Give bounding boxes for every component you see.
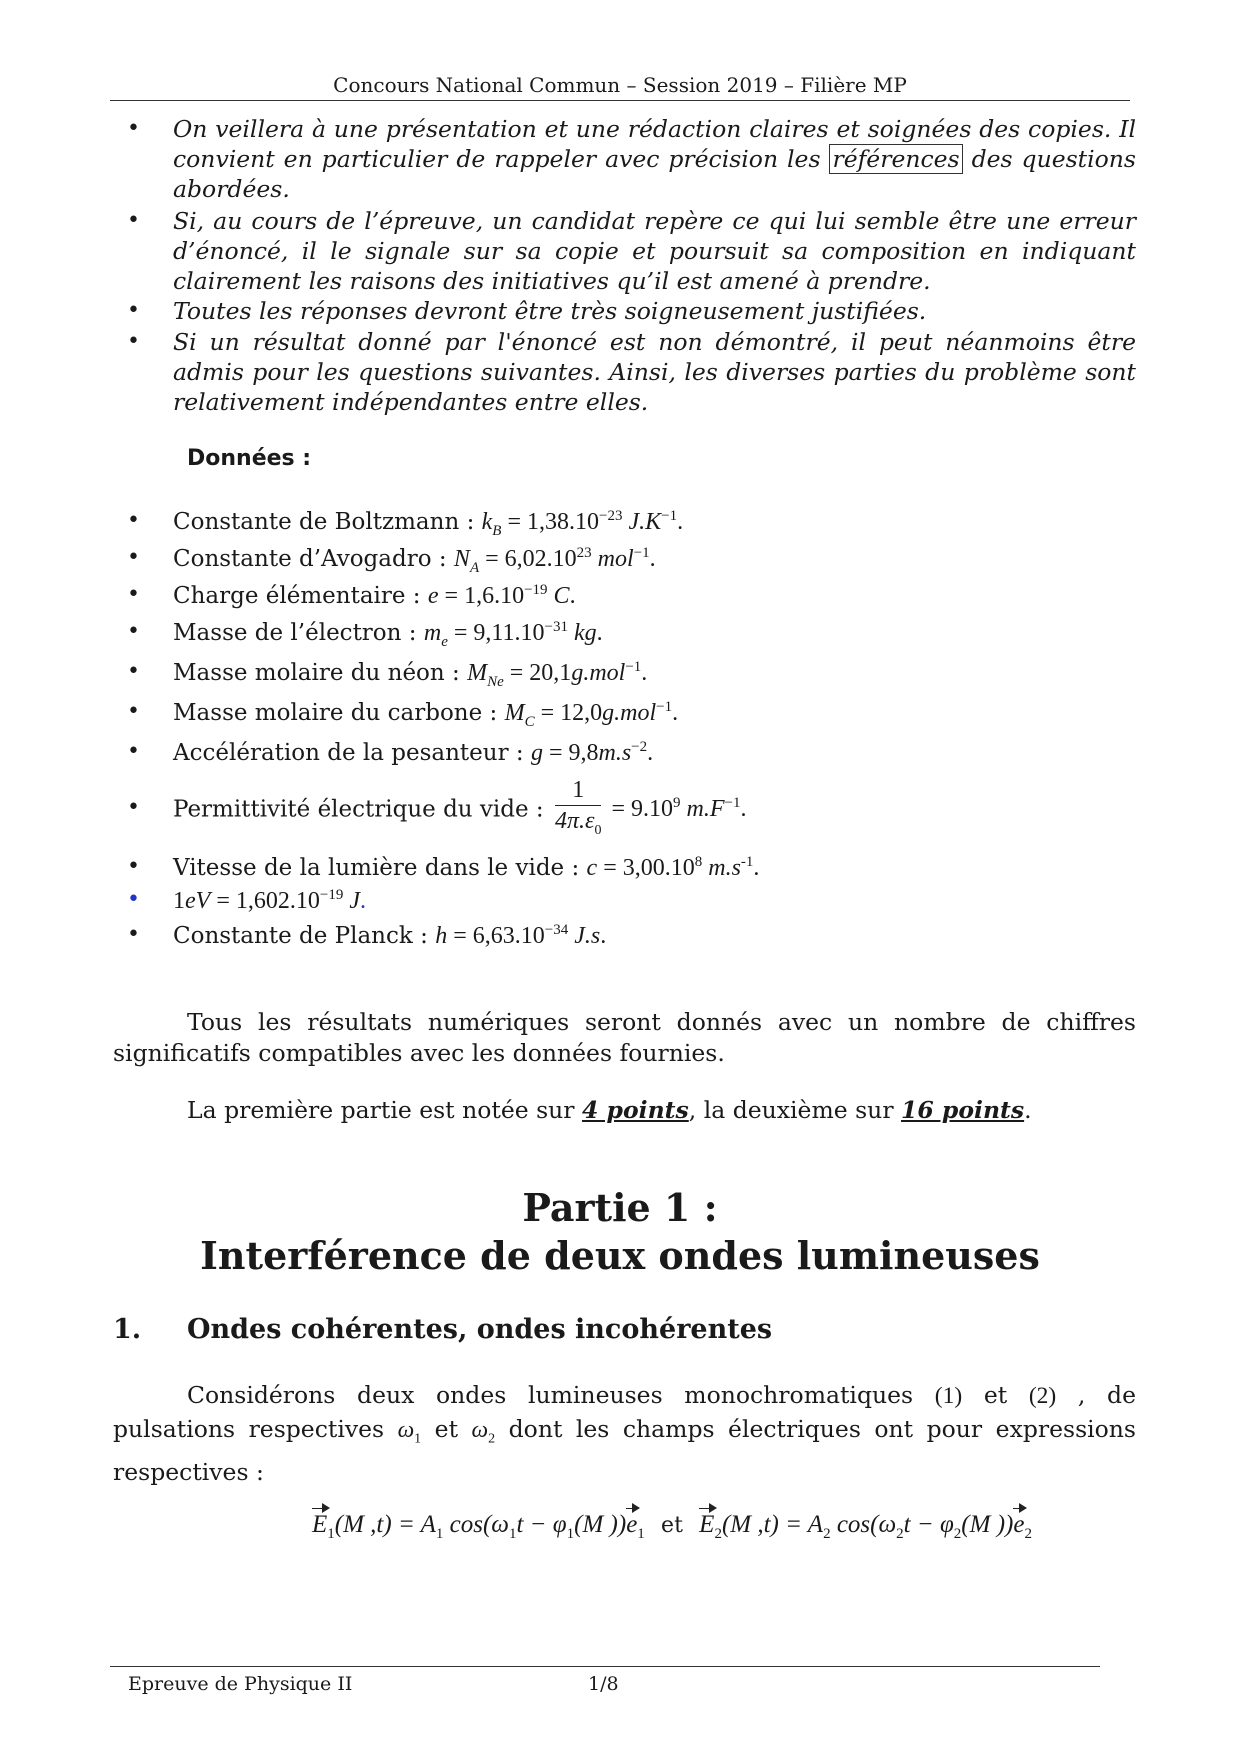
rule-3-text: Toutes les réponses devront être très soigneusement justifiées. (173, 297, 927, 325)
points-text: La première partie est notée sur (187, 1096, 583, 1124)
header-rule (110, 100, 1130, 101)
unit: mol (591, 546, 634, 572)
points-part2: 16 points (901, 1096, 1025, 1124)
const-label: Constante d’Avogadro : (173, 546, 447, 572)
bullet: • (127, 854, 140, 879)
body-text: et (421, 1415, 472, 1443)
exp: −31 (544, 619, 568, 635)
unit: J.K (622, 509, 662, 535)
section-title: Ondes cohérentes, ondes incohérentes (187, 1314, 773, 1345)
points-part1: 4 points (582, 1096, 689, 1124)
omega-2: ω (471, 1417, 489, 1443)
bullet: • (127, 887, 140, 912)
const-electron-mass (127, 619, 603, 651)
points-end: . (1024, 1096, 1032, 1124)
end: . (647, 740, 654, 766)
end: . (672, 700, 679, 726)
unit: kg (567, 620, 597, 646)
pre: 1 (173, 888, 185, 914)
sym: h (435, 923, 448, 949)
rule-1-text-end: des questions abordées. (173, 145, 1136, 203)
uexp: −1 (633, 545, 650, 561)
val: = 6,63.10 (447, 923, 545, 949)
unit: C (547, 583, 570, 609)
eq-et: et (661, 1513, 683, 1538)
val: = 1,6.10 (438, 583, 525, 609)
sub: A (469, 559, 480, 576)
const-label: Masse molaire du carbone : (173, 700, 498, 726)
sub: C (524, 713, 535, 730)
end: . (649, 546, 656, 572)
sub: 2 (714, 1526, 722, 1542)
bullet: • (127, 739, 140, 764)
sub: Ne (487, 673, 504, 690)
bullet: • (127, 545, 140, 570)
end: . (641, 660, 648, 686)
rule-4-text: Si un résultat donné par l'énoncé est non démontré, il peut néanmoins être admis pour les questions suivantes. Ainsi, les diverses parties du problème sont relativement indépendantes entre elles. (173, 328, 1136, 416)
eq-part: t − φ (903, 1511, 954, 1538)
end: . (740, 796, 747, 823)
exp: −19 (524, 582, 548, 598)
uexp: −1 (625, 659, 642, 675)
const-planck (127, 922, 607, 950)
fraction (555, 775, 601, 846)
page-header: Concours National Commun – Session 2019 – Filière MP (333, 73, 907, 97)
const-neon (127, 659, 648, 691)
const-label: Permittivité électrique du vide : (173, 796, 544, 823)
const-ev (127, 887, 366, 915)
eq-part: cos(ω (830, 1511, 897, 1538)
const-label: Accélération de la pesanteur : (173, 740, 524, 766)
end: . (753, 855, 760, 881)
val: = 9,11.10 (447, 620, 545, 646)
vector-e2: e (1013, 1511, 1025, 1538)
page-number: 1/8 (588, 1673, 619, 1695)
bullet: • (127, 329, 140, 354)
equation-fields (312, 1511, 1032, 1543)
eq-part: t − φ (516, 1511, 567, 1538)
paragraph-points (113, 1095, 1136, 1126)
sub: 2 (896, 1526, 904, 1542)
val: = 6,02.10 (479, 546, 577, 572)
rule-1-text: On veillera à une présentation et une rédaction claires et soignées des copies. Il convient en particulier de rappeler avec précision les (173, 115, 1136, 173)
bullet: • (127, 298, 140, 323)
sym: g (530, 740, 543, 766)
wave-2: (2) (1028, 1383, 1057, 1409)
const-label: Constante de Planck : (173, 923, 428, 949)
uexp: −1 (656, 699, 673, 715)
eq-part: (M ,t) = A (721, 1511, 824, 1538)
sub: 2 (823, 1526, 831, 1542)
sym: N (453, 546, 470, 572)
bullet: • (127, 116, 140, 141)
exp: 9 (673, 795, 681, 812)
sub: 1 (327, 1526, 335, 1542)
omega-1: ω (397, 1417, 415, 1443)
const-label: Masse de l’électron : (173, 620, 417, 646)
sub: 1 (508, 1526, 517, 1542)
val: = 1,602.10 (210, 888, 320, 914)
rule-2 (127, 206, 1136, 296)
bullet: • (127, 699, 140, 724)
const-label: Masse molaire du néon : (173, 660, 460, 686)
sym: k (481, 509, 493, 535)
val: = 1,38.10 (501, 509, 600, 535)
uexp: −1 (724, 795, 741, 812)
unit: g.mol (602, 700, 657, 726)
sub: B (492, 522, 502, 539)
const-label: Vitesse de la lumière dans le vide : (173, 855, 580, 881)
exp: −19 (319, 887, 344, 903)
sub: 1 (566, 1526, 575, 1542)
exp: −34 (544, 922, 569, 938)
footer-title: Epreuve de Physique II (128, 1673, 353, 1695)
const-boltzmann (127, 508, 684, 540)
eq-part: (M )) (961, 1511, 1014, 1538)
donnees-title: Données : (187, 446, 312, 471)
sym: m (423, 620, 442, 646)
exp: 23 (576, 545, 592, 561)
const-label: Constante de Boltzmann : (173, 509, 475, 535)
const-permittivite (127, 775, 747, 846)
const-carbone (127, 699, 679, 731)
uexp: −1 (661, 508, 678, 524)
end: . (596, 620, 603, 646)
wave-1: (1) (934, 1383, 963, 1409)
unit: J.s (568, 923, 601, 949)
paragraph-ondes (113, 1379, 1136, 1489)
sub: 2 (1024, 1526, 1032, 1542)
unit: J (343, 888, 360, 914)
const-avogadro (127, 545, 656, 577)
unit: m.s (598, 740, 632, 766)
vector-E1: E (312, 1511, 328, 1538)
eq-part: (M )) (574, 1511, 627, 1538)
bullet: • (127, 619, 140, 644)
sym: M (467, 660, 488, 686)
rule-3 (127, 296, 1136, 326)
sym: e (427, 583, 439, 609)
bullet: • (127, 582, 140, 607)
val: = 12,0 (534, 700, 603, 726)
bullet: • (127, 208, 140, 233)
sym: eV (185, 888, 211, 914)
end: . (569, 583, 576, 609)
sub: e (441, 633, 448, 650)
rule-4 (127, 327, 1136, 417)
vector-E2: E (699, 1511, 715, 1538)
bullet: • (127, 508, 140, 533)
section-number: 1. (113, 1314, 142, 1345)
sub: 0 (594, 822, 602, 838)
paragraph-precision (113, 1007, 1136, 1069)
sub: 1 (637, 1526, 645, 1542)
exp: 8 (694, 854, 703, 870)
body-text: Considérons deux ondes lumineuses monochromatiques (187, 1381, 935, 1409)
bullet: • (127, 795, 140, 820)
rule-1 (127, 114, 1136, 204)
bullet: • (127, 659, 140, 684)
eq-part: cos(ω (443, 1511, 509, 1538)
denominator: 4π.ε (555, 808, 595, 834)
exp: −23 (599, 508, 623, 524)
end: . (600, 923, 607, 949)
unit: m.s (702, 855, 741, 881)
vector-e1: e (626, 1511, 638, 1538)
body-text: , de pulsations respectives (113, 1381, 1137, 1443)
sub: 2 (488, 1431, 496, 1447)
part-title-line2: Interférence de deux ondes lumineuses (200, 1233, 1040, 1278)
const-lumiere (127, 854, 760, 882)
body-text: dont les champs électriques ont pour expressions respectives : (113, 1415, 1136, 1486)
body-text: et (962, 1381, 1029, 1409)
val: = 9,8 (542, 740, 599, 766)
unit: m.F (680, 796, 725, 823)
val: = 20,1 (503, 660, 572, 686)
val: = 3,00.10 (597, 855, 695, 881)
const-charge (127, 582, 576, 610)
const-pesanteur (127, 739, 654, 767)
numerator: 1 (555, 775, 601, 806)
eq-part: (M ,t) = A (334, 1511, 436, 1538)
paragraph-text: Tous les résultats numériques seront donnés avec un nombre de chiffres significatifs compatibles avec les données fournies. (113, 1008, 1136, 1067)
bullet: • (127, 922, 140, 947)
sym: M (504, 700, 525, 726)
uexp: -1 (740, 854, 754, 870)
end: . (677, 509, 684, 535)
part-title-line1: Partie 1 : (522, 1185, 718, 1230)
uexp: −2 (631, 739, 648, 755)
sub: 1 (435, 1526, 444, 1542)
val: = 9.10 (605, 796, 674, 823)
const-label: Charge élémentaire : (173, 583, 421, 609)
rule-2-text: Si, au cours de l’épreuve, un candidat repère ce qui lui semble être une erreur d’énoncé, il le signale sur sa copie et poursuit sa composition en indiquant clairement les raisons des initiatives qu’il est amené à prendre. (173, 207, 1136, 295)
sub: 1 (414, 1431, 422, 1447)
sym: c (586, 855, 598, 881)
end: . (359, 888, 366, 914)
points-text-mid: , la deuxième sur (688, 1096, 902, 1124)
unit: g.mol (571, 660, 626, 686)
boxed-word: références (829, 144, 962, 174)
footer-rule (110, 1666, 1100, 1667)
sub: 2 (953, 1526, 962, 1542)
